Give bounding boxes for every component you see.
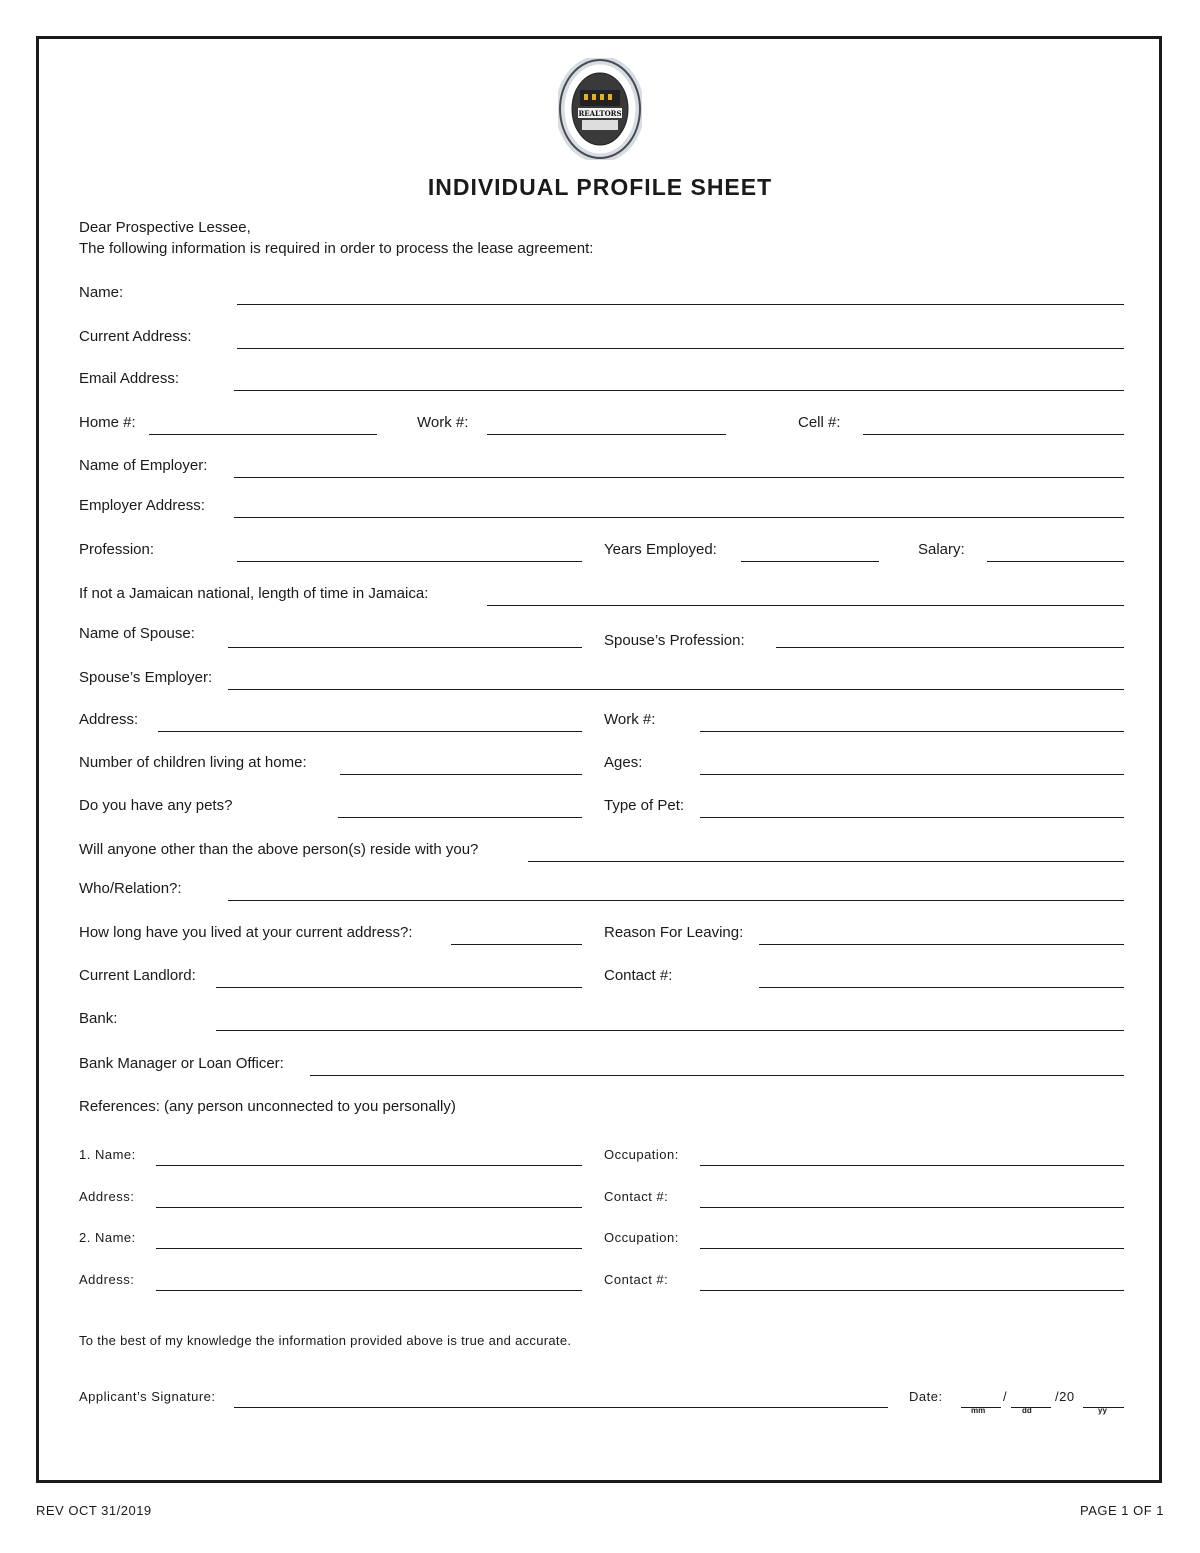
how-long-field[interactable] (451, 927, 582, 945)
bank-manager-label: Bank Manager or Loan Officer: (79, 1055, 284, 1072)
who-row (79, 877, 1124, 901)
pet-type-label: Type of Pet: (604, 797, 685, 814)
bank-manager-row (79, 1052, 1124, 1076)
ref1-address-field[interactable] (156, 1190, 582, 1208)
ref2-address-label: Address: (79, 1272, 135, 1287)
email-row (79, 367, 1124, 391)
date-dd-hint: dd (1022, 1406, 1032, 1415)
profession-label: Profession: (79, 541, 155, 558)
employer-field[interactable] (234, 460, 1124, 478)
ref2-contact-label: Contact #: (604, 1272, 669, 1287)
salary-field[interactable] (987, 544, 1124, 562)
work-phone-field[interactable] (487, 417, 726, 435)
non-national-row (79, 582, 1124, 606)
bank-row (79, 1007, 1124, 1031)
children-row (79, 751, 1124, 775)
who-label: Who/Relation?: (79, 880, 182, 897)
reason-label: Reason For Leaving: (604, 924, 744, 941)
ages-label: Ages: (604, 754, 643, 771)
address-label: Address: (79, 711, 139, 728)
signature-label: Applicant’s Signature: (79, 1389, 216, 1404)
home-phone-field[interactable] (149, 417, 377, 435)
svg-text:REALTORS: REALTORS (578, 109, 622, 118)
home-label: Home #: (79, 414, 136, 431)
employer-row (79, 454, 1124, 478)
work-label: Work #: (417, 414, 469, 431)
references-heading: References: (any person unconnected to you personally) (79, 1098, 456, 1115)
current-address-row (79, 325, 1124, 349)
revision-footer: REV OCT 31/2019 (36, 1503, 152, 1518)
spouse-name-field[interactable] (228, 630, 582, 648)
email-field[interactable] (234, 373, 1124, 391)
ref1-name-field[interactable] (156, 1148, 582, 1166)
landlord-contact-field[interactable] (759, 970, 1124, 988)
ref2-occupation-field[interactable] (700, 1231, 1124, 1249)
reason-field[interactable] (759, 927, 1124, 945)
page-number-footer: PAGE 1 OF 1 (1079, 1503, 1164, 1518)
date-yy-hint: yy (1098, 1406, 1107, 1415)
bank-label: Bank: (79, 1010, 118, 1027)
cell-label: Cell #: (798, 414, 841, 431)
pets-row (79, 794, 1124, 818)
spouse-employer-field[interactable] (228, 672, 1124, 690)
profession-row (79, 538, 1124, 562)
spouse-address-row (79, 708, 1124, 732)
employer-address-label: Employer Address: (79, 497, 205, 514)
date-slash-1: / (1003, 1389, 1008, 1404)
current-address-field[interactable] (237, 331, 1124, 349)
spouse-profession-field[interactable] (776, 630, 1124, 648)
ages-field[interactable] (700, 757, 1124, 775)
ref1-contact-field[interactable] (700, 1190, 1124, 1208)
ref2-occupation-label: Occupation: (604, 1230, 679, 1245)
spouse-employer-row (79, 666, 1124, 690)
pet-type-field[interactable] (700, 800, 1124, 818)
non-national-field[interactable] (487, 588, 1124, 606)
signature-row (79, 1384, 1124, 1408)
name-label: Name: (79, 284, 124, 301)
greeting: Dear Prospective Lessee, (79, 219, 251, 236)
ref1-name-row (79, 1142, 1124, 1166)
date-slash-2: /20 (1055, 1389, 1075, 1404)
landlord-contact-label: Contact #: (604, 967, 673, 984)
bank-manager-field[interactable] (310, 1058, 1124, 1076)
ref2-name-label: 2. Name: (79, 1230, 136, 1245)
name-field[interactable] (237, 287, 1124, 305)
others-row (79, 838, 1124, 862)
children-field[interactable] (340, 757, 582, 775)
ref2-name-field[interactable] (156, 1231, 582, 1249)
ref2-contact-field[interactable] (700, 1273, 1124, 1291)
children-label: Number of children living at home: (79, 754, 307, 771)
spouse-work-label: Work #: (604, 711, 656, 728)
spouse-name-label: Name of Spouse: (79, 625, 195, 642)
declaration-text: To the best of my knowledge the information provided above is true and accurate. (79, 1333, 572, 1348)
address-field[interactable] (158, 714, 582, 732)
others-label: Will anyone other than the above person(s) reside with you? (79, 841, 479, 858)
spouse-work-field[interactable] (700, 714, 1124, 732)
landlord-field[interactable] (216, 970, 582, 988)
residence-row (79, 921, 1124, 945)
date-mm-hint: mm (971, 1406, 986, 1415)
salary-label: Salary: (918, 541, 965, 558)
non-national-label: If not a Jamaican national, length of time in Jamaica: (79, 585, 429, 602)
pets-label: Do you have any pets? (79, 797, 233, 814)
ref1-address-label: Address: (79, 1189, 135, 1204)
intro-text: The following information is required in order to process the lease agreement: (79, 240, 594, 257)
others-field[interactable] (528, 844, 1124, 862)
ref1-contact-label: Contact #: (604, 1189, 669, 1204)
ref2-address-field[interactable] (156, 1273, 582, 1291)
current-address-label: Current Address: (79, 328, 192, 345)
ref1-occupation-label: Occupation: (604, 1147, 679, 1162)
how-long-label: How long have you lived at your current address?: (79, 924, 413, 941)
employer-label: Name of Employer: (79, 457, 208, 474)
spouse-employer-label: Spouse’s Employer: (79, 669, 213, 686)
employer-address-field[interactable] (234, 500, 1124, 518)
who-field[interactable] (228, 883, 1124, 901)
employer-address-row (79, 494, 1124, 518)
profession-field[interactable] (237, 544, 582, 562)
landlord-label: Current Landlord: (79, 967, 196, 984)
email-label: Email Address: (79, 370, 180, 387)
spouse-profession-label: Spouse’s Profession: (604, 632, 745, 649)
ref1-address-row (79, 1184, 1124, 1208)
landlord-row (79, 964, 1124, 988)
signature-field[interactable] (234, 1390, 888, 1408)
cell-phone-field[interactable] (863, 417, 1124, 435)
realtors-association-logo (558, 58, 642, 160)
date-label: Date: (909, 1389, 943, 1404)
years-employed-label: Years Employed: (604, 541, 717, 558)
page-title: INDIVIDUAL PROFILE SHEET (427, 174, 773, 200)
name-row (79, 281, 1124, 305)
ref2-name-row (79, 1225, 1124, 1249)
bank-field[interactable] (216, 1013, 1124, 1031)
pets-field[interactable] (338, 800, 582, 818)
years-employed-field[interactable] (741, 544, 879, 562)
ref2-address-row (79, 1267, 1124, 1291)
phone-row (79, 411, 1124, 435)
spouse-row (79, 624, 1124, 648)
ref1-name-label: 1. Name: (79, 1147, 136, 1162)
ref1-occupation-field[interactable] (700, 1148, 1124, 1166)
